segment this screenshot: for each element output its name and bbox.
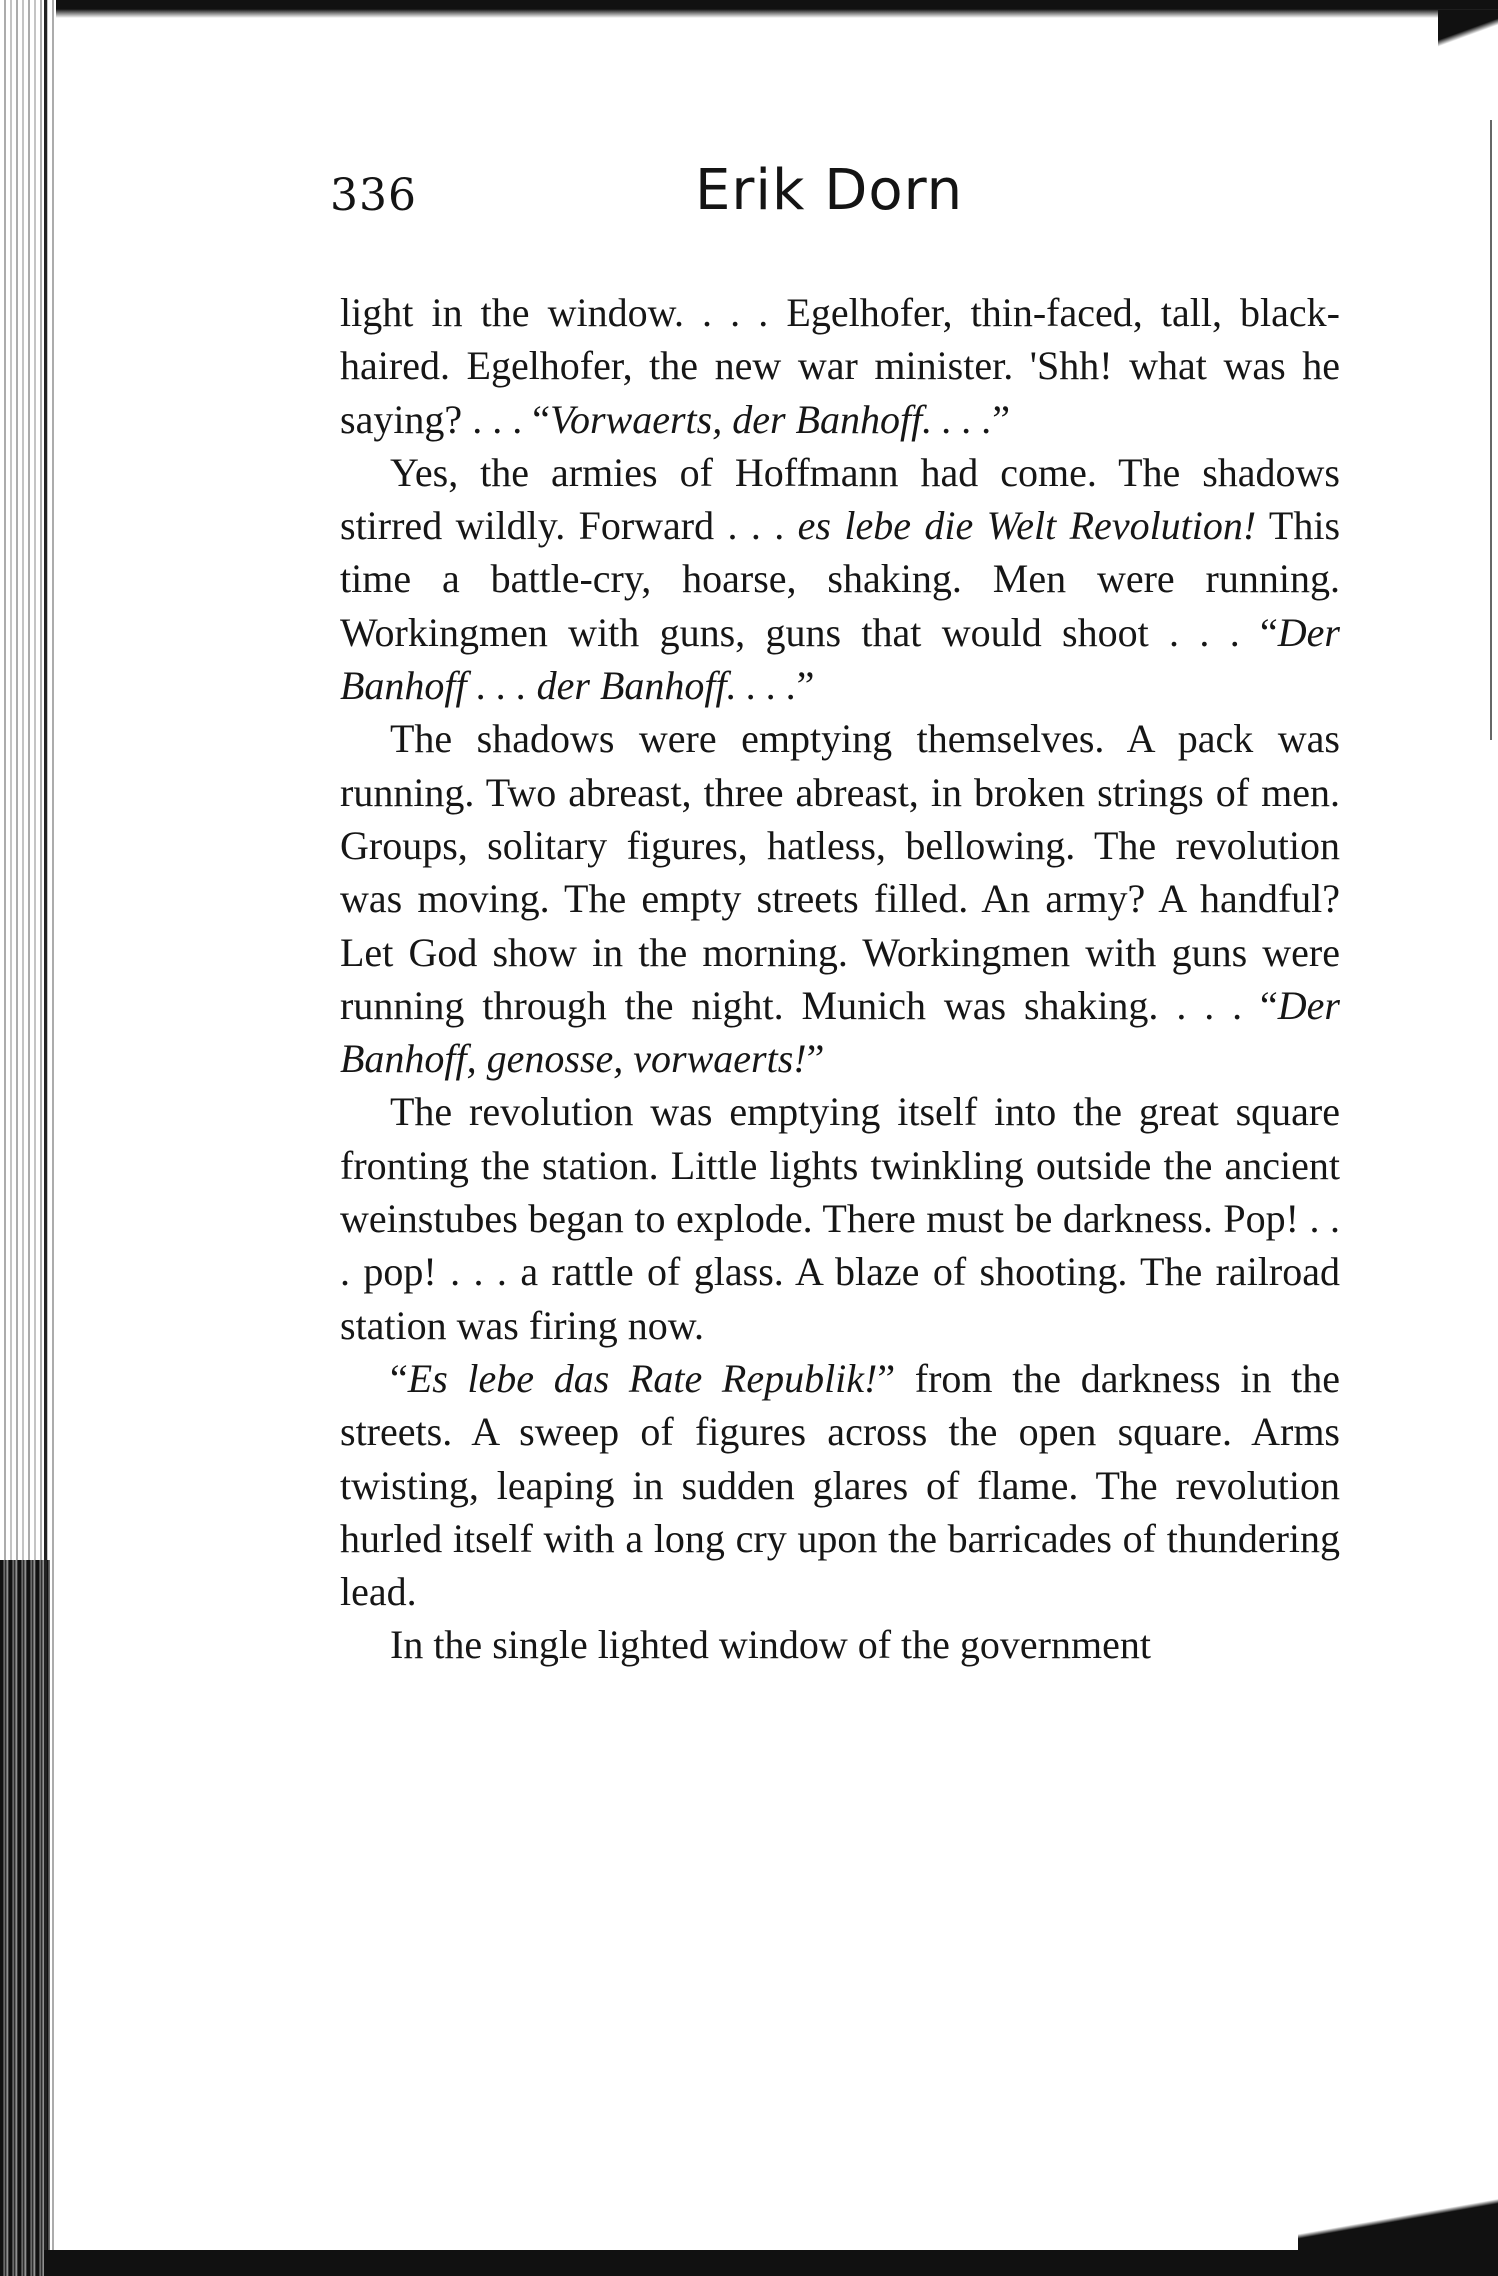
body-text (340, 286, 1340, 1672)
scan-top-edge (40, 0, 1498, 18)
text-segment: This time a battle-cry, hoarse, shaking. Men were running. Workingmen with guns, guns that would shoot . . . “ (340, 503, 1341, 655)
text-segment: The shadows were emptying themselves. A pack was running. Two abreast, three abreast, in broken strings of men. Groups, solitary figures, hatless, bellowing. The revolution was moving. The empty streets filled. An army? A handful? Let God show in the morning. Workingmen with guns were running through the night. Munich was shaking. . . . “ (340, 716, 1340, 1028)
scan-right-edge (1490, 120, 1492, 740)
text-segment: “ (390, 1355, 408, 1401)
paragraph (340, 1618, 1340, 1671)
paragraph (340, 1085, 1340, 1351)
text-segment: In the single lighted window of the government (390, 1622, 1151, 1668)
paragraph (340, 712, 1340, 1085)
text-segment: ” from the darkness in the streets. A sweep of figures across the open square. Arms twisting, leaping in sudden glares of flame. The revolution hurled itself with a long cry upon the barricades of thundering lead. (340, 1355, 1340, 1615)
gutter-edge-line (44, 0, 47, 2276)
text-segment: ” (796, 663, 815, 709)
paragraph (340, 446, 1340, 712)
italic-text-segment: Es lebe das Rate Republik! (407, 1355, 878, 1401)
scan-bottom-edge (44, 2250, 1498, 2276)
page-number: 336 (330, 170, 417, 221)
binding-gutter-shadow (0, 1560, 50, 2276)
scan-bottom-corner (1298, 2196, 1498, 2256)
italic-text-segment: Der Banhoff . . . der Banhoff. . . . (340, 609, 1340, 709)
paragraph (340, 1352, 1340, 1618)
text-segment: Yes, the armies of Hoffmann had come. The shadows stirred wildly. Forward . . . (340, 449, 1340, 549)
italic-text-segment: Der Banhoff, genosse, vorwaerts! (340, 982, 1340, 1082)
text-segment: ” (806, 1036, 825, 1082)
text-segment: The revolution was emptying itself into the great square fronting the station. Little lights twinkling outside the ancient weinstubes began to explode. There must be darkness. Pop! . . . pop! . . . a rattle of glass. A blaze of shooting. The railroad station was firing now. (340, 1089, 1340, 1348)
italic-text-segment: Vorwaerts, der Banhoff. . . . (549, 396, 993, 442)
text-segment: light in the window. . . . Egelhofer, thin-faced, tall, black-haired. Egelhofer, the new war minister. 'Shh! what was he saying? . . . “ (340, 290, 1340, 442)
scan-top-corner (1438, 10, 1498, 55)
page-header (330, 158, 1340, 228)
running-title: Erik Dorn (695, 158, 964, 223)
italic-text-segment: es lebe die Welt Revolution! (797, 503, 1257, 549)
text-segment: ” (992, 396, 1010, 442)
paragraph (340, 286, 1340, 446)
